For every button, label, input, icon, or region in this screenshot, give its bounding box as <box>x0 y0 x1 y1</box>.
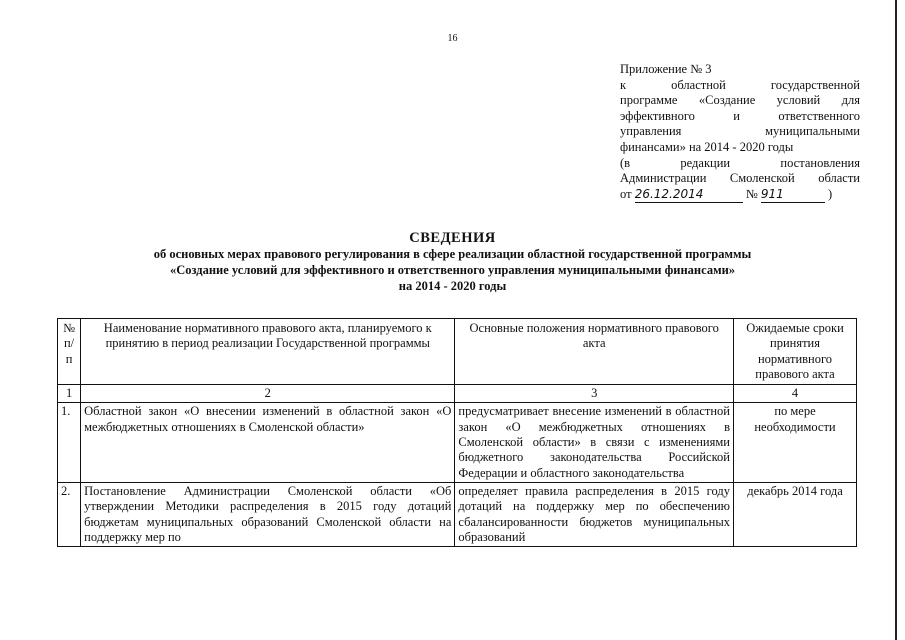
act-provisions: предусматривает внесение изменений в областной закон «О межбюджетных отношениях в Смоленской области» в связи с изменениями бюджетного законодательства Российской Федерации и областного законодательства <box>455 403 734 482</box>
title-line-3: на 2014 - 2020 годы <box>398 279 507 293</box>
act-name: Постановление Администрации Смоленской области «Об утверждении Методики распределения в 2015 году дотаций бюджетам муниципальных образований Смоленской области на поддержку мер по <box>81 482 455 546</box>
measures-table <box>57 318 857 547</box>
date-prefix: от <box>620 186 632 201</box>
appendix-line: финансами» на 2014 - 2020 годы <box>620 139 794 154</box>
title-line-1: об основных мерах правового регулирования в сфере реализации областной государственной программы <box>153 247 752 261</box>
appendix-line: Приложение № 3 <box>620 62 712 76</box>
closing-paren: ) <box>828 186 833 201</box>
column-number: 3 <box>455 385 734 403</box>
appendix-line: управления муниципальными <box>620 124 860 139</box>
title-line-2: «Создание условий для эффективного и ответственного управления муниципальными финансами» <box>169 263 736 277</box>
appendix-line: Администрации Смоленской области <box>620 171 860 186</box>
act-terms: по мере необходимости <box>733 403 856 482</box>
handwritten-date: 26.12.2014 <box>634 186 704 201</box>
act-name: Областной закон «О внесении изменений в областной закон «О межбюджетных отношениях в Смоленской области» <box>81 403 455 482</box>
table-row <box>58 403 857 482</box>
appendix-line: к областной государственной <box>620 77 860 92</box>
page-edge-line <box>895 0 897 640</box>
table-header-row <box>58 319 857 385</box>
appendix-note <box>620 62 860 203</box>
handwritten-number: 911 <box>760 186 784 201</box>
act-terms: декабрь 2014 года <box>733 482 856 546</box>
date-field <box>635 187 743 204</box>
header-provisions: Основные положения нормативного правового акта <box>455 319 734 385</box>
appendix-line: программе «Создание условий для <box>620 93 860 108</box>
table-row <box>58 482 857 546</box>
row-number: 1. <box>58 403 81 482</box>
document-title <box>0 230 905 294</box>
number-field <box>761 187 825 204</box>
header-terms: Ожидаемые сроки принятия нормативного правового акта <box>733 319 856 385</box>
column-number: 1 <box>58 385 81 403</box>
appendix-line: (в редакции постановления <box>620 155 860 170</box>
appendix-date-line <box>620 187 860 204</box>
row-number: 2. <box>58 482 81 546</box>
header-act-name: Наименование нормативного правового акта, планируемого к принятию в период реализации Государственной программы <box>81 319 455 385</box>
column-number: 4 <box>733 385 856 403</box>
page-number: 16 <box>447 33 458 44</box>
act-provisions: определяет правила распределения в 2015 году дотаций на поддержку мер по обеспечению сбалансированности бюджетов муниципальных образований <box>455 482 734 546</box>
header-number: № п/п <box>58 319 81 385</box>
title-heading: СВЕДЕНИЯ <box>409 230 496 246</box>
number-prefix: № <box>745 186 758 201</box>
appendix-line: эффективного и ответственного <box>620 108 860 123</box>
column-number: 2 <box>81 385 455 403</box>
column-number-row <box>58 385 857 403</box>
